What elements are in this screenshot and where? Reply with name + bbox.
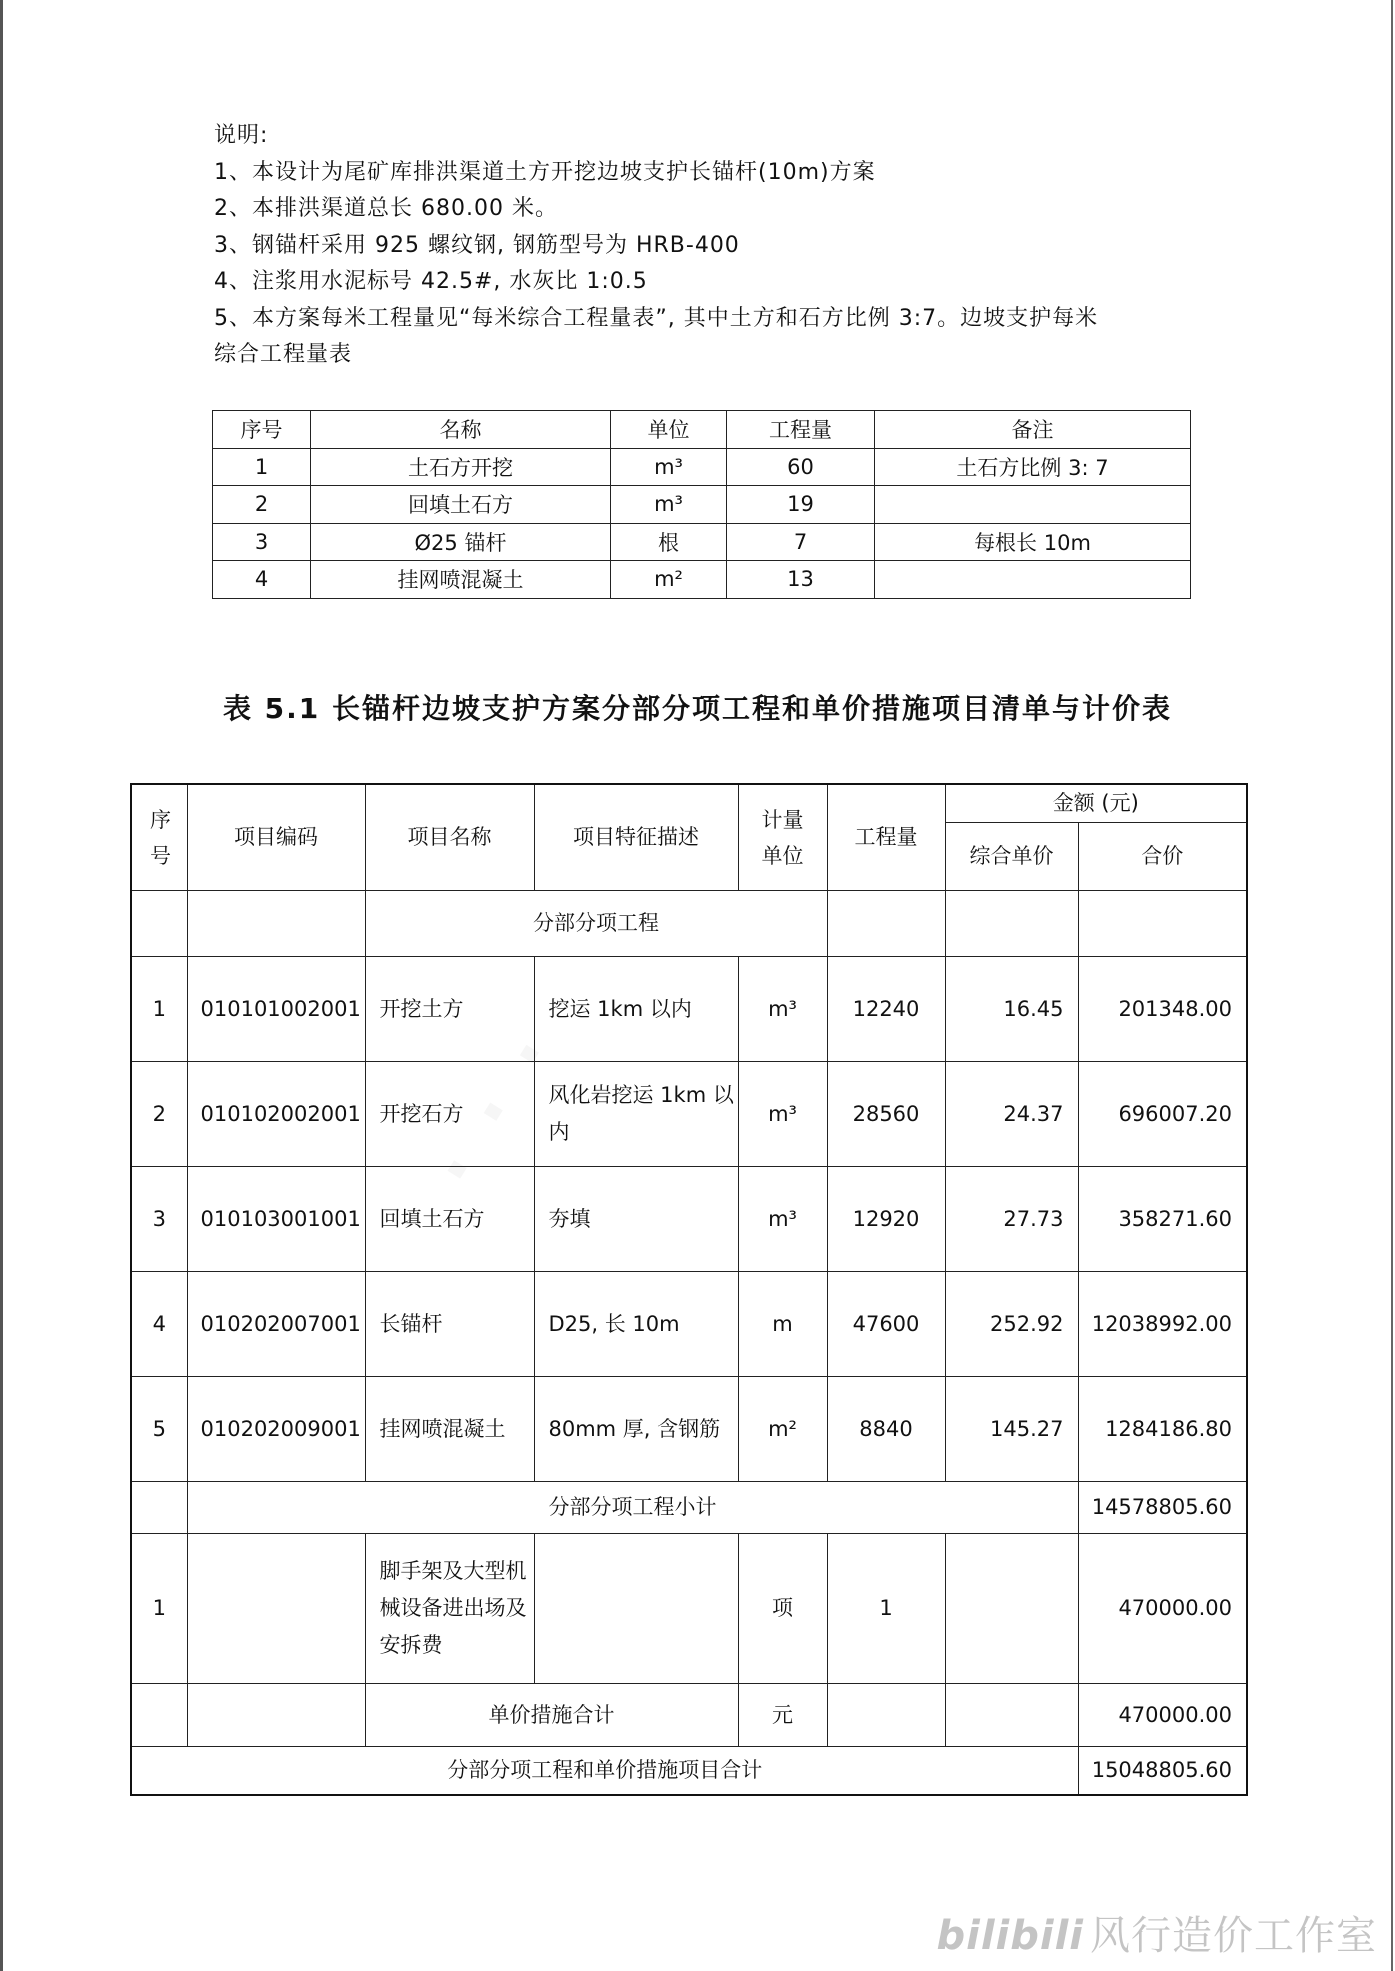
table-row xyxy=(213,523,1191,561)
notes-title: 说明: xyxy=(214,123,269,148)
table-cell: 每根长 10m xyxy=(875,523,1191,561)
table-cell: 27.73 xyxy=(945,1167,1078,1272)
note-item: 1、本设计为尾矿库排洪渠道土方开挖边坡支护长锚杆(10m)方案 xyxy=(214,159,876,185)
table-cell: 696007.20 xyxy=(1078,1062,1247,1167)
table-row xyxy=(131,1062,1247,1167)
table-cell: m³ xyxy=(611,486,727,524)
table-row xyxy=(131,957,1247,1062)
table-cell: 1284186.80 xyxy=(1078,1377,1247,1482)
table-row xyxy=(131,1167,1247,1272)
table-cell: m xyxy=(738,1272,827,1377)
table-cell: 47600 xyxy=(827,1272,945,1377)
header-cell: 备注 xyxy=(875,411,1191,449)
table-cell: 60 xyxy=(727,448,875,486)
page-edge-left xyxy=(0,0,3,1971)
table-cell: 1 xyxy=(213,448,311,486)
table-cell: D25, 长 10m xyxy=(534,1272,738,1377)
table-cell: 2 xyxy=(213,486,311,524)
pricing-table-caption: 表 5.1 长锚杆边坡支护方案分部分项工程和单价措施项目清单与计价表 xyxy=(222,692,1173,725)
table-cell xyxy=(187,1534,365,1684)
table-cell: 1 xyxy=(827,1534,945,1684)
table-cell: 16.45 xyxy=(945,957,1078,1062)
quantity-table-header xyxy=(213,411,1191,449)
table-cell: 土石方比例 3: 7 xyxy=(875,448,1191,486)
table-cell: 12038992.00 xyxy=(1078,1272,1247,1377)
table-row xyxy=(213,561,1191,599)
table-cell: m² xyxy=(611,561,727,599)
table-cell: 挂网喷混凝土 xyxy=(311,561,611,599)
quantity-table xyxy=(212,410,1191,599)
table-cell: 19 xyxy=(727,486,875,524)
header-code: 项目编码 xyxy=(187,784,365,891)
header-amount: 金额 (元) xyxy=(945,784,1247,823)
table-cell: 挂网喷混凝土 xyxy=(365,1377,534,1482)
table-cell: 1 xyxy=(131,957,187,1062)
table-cell: 12920 xyxy=(827,1167,945,1272)
table-cell: 根 xyxy=(611,523,727,561)
table-cell: 3 xyxy=(131,1167,187,1272)
header-unit-price: 综合单价 xyxy=(945,823,1078,891)
table-cell: 4 xyxy=(131,1272,187,1377)
table-cell: 1 xyxy=(131,1534,187,1684)
table-cell: 358271.60 xyxy=(1078,1167,1247,1272)
note-item: 2、本排洪渠道总长 680.00 米。 xyxy=(214,196,558,221)
table-cell: 24.37 xyxy=(945,1062,1078,1167)
measure-total-value: 470000.00 xyxy=(1078,1684,1247,1747)
table-cell: 13 xyxy=(727,561,875,599)
table-row xyxy=(213,448,1191,486)
table-cell: 010202007001 xyxy=(187,1272,365,1377)
table-cell: 长锚杆 xyxy=(365,1272,534,1377)
subtotal-value: 14578805.60 xyxy=(1078,1482,1247,1534)
table-cell: 风化岩挖运 1km 以内 xyxy=(534,1062,738,1167)
grand-total-row xyxy=(131,1747,1247,1795)
table-cell: 7 xyxy=(727,523,875,561)
table-cell: 回填土石方 xyxy=(311,486,611,524)
table-cell: 土石方开挖 xyxy=(311,448,611,486)
note-item: 5、本方案每米工程量见“每米综合工程量表”, 其中土方和石方比例 3:7。边坡支护每米 xyxy=(214,305,1099,331)
table-cell: 脚手架及大型机械设备进出场及安拆费 xyxy=(365,1534,534,1684)
table-cell: m³ xyxy=(738,1062,827,1167)
header-name: 项目名称 xyxy=(365,784,534,891)
table-cell: 回填土石方 xyxy=(365,1167,534,1272)
subtotal-label: 分部分项工程小计 xyxy=(187,1482,1078,1534)
header-cell: 序号 xyxy=(213,411,311,449)
grand-total-label: 分部分项工程和单价措施项目合计 xyxy=(131,1747,1078,1795)
table-cell: 010101002001 xyxy=(187,957,365,1062)
header-total: 合价 xyxy=(1078,823,1247,891)
footer-text: 风行造价工作室 xyxy=(1090,1913,1377,1959)
table-cell: 12240 xyxy=(827,957,945,1062)
header-seq: 序号 xyxy=(131,784,187,891)
section-title: 分部分项工程 xyxy=(365,891,827,957)
note-item: 4、注浆用水泥标号 42.5#, 水灰比 1:0.5 xyxy=(214,269,648,294)
table-cell: m³ xyxy=(611,448,727,486)
table-cell: 145.27 xyxy=(945,1377,1078,1482)
table-cell xyxy=(534,1534,738,1684)
table-cell: 010103001001 xyxy=(187,1167,365,1272)
note-item: 综合工程量表 xyxy=(214,342,353,367)
measure-total-row xyxy=(131,1684,1247,1747)
table-cell: m³ xyxy=(738,1167,827,1272)
footer-watermark xyxy=(936,1904,1377,1961)
grand-total-value: 15048805.60 xyxy=(1078,1747,1247,1795)
table-cell xyxy=(945,1534,1078,1684)
table-cell: m³ xyxy=(738,957,827,1062)
table-cell: 470000.00 xyxy=(1078,1534,1247,1684)
page-edge-right xyxy=(1391,0,1393,1971)
table-cell xyxy=(875,561,1191,599)
table-cell: 3 xyxy=(213,523,311,561)
table-cell: 开挖土方 xyxy=(365,957,534,1062)
table-row xyxy=(131,1377,1247,1482)
table-cell: 28560 xyxy=(827,1062,945,1167)
table-cell: 2 xyxy=(131,1062,187,1167)
table-cell: 8840 xyxy=(827,1377,945,1482)
table-cell: m² xyxy=(738,1377,827,1482)
header-unit: 计量单位 xyxy=(738,784,827,891)
table-cell: 010202009001 xyxy=(187,1377,365,1482)
section-row xyxy=(131,891,1247,957)
header-desc: 项目特征描述 xyxy=(534,784,738,891)
table-cell: 5 xyxy=(131,1377,187,1482)
pricing-table xyxy=(130,783,1248,1796)
table-row xyxy=(131,1272,1247,1377)
notes-section xyxy=(214,118,1214,374)
table-row xyxy=(213,486,1191,524)
table-cell: 80mm 厚, 含钢筋 xyxy=(534,1377,738,1482)
header-cell: 工程量 xyxy=(727,411,875,449)
table-cell: 4 xyxy=(213,561,311,599)
table-cell: 252.92 xyxy=(945,1272,1078,1377)
table-cell xyxy=(875,486,1191,524)
table-cell: Ø25 锚杆 xyxy=(311,523,611,561)
measure-row xyxy=(131,1534,1247,1684)
table-cell: 挖运 1km 以内 xyxy=(534,957,738,1062)
subtotal-row xyxy=(131,1482,1247,1534)
header-cell: 单位 xyxy=(611,411,727,449)
pricing-header-row xyxy=(131,784,1247,823)
table-cell: 010102002001 xyxy=(187,1062,365,1167)
table-cell: 开挖石方 xyxy=(365,1062,534,1167)
header-qty: 工程量 xyxy=(827,784,945,891)
table-cell: 201348.00 xyxy=(1078,957,1247,1062)
bilibili-logo-icon: bilibili xyxy=(936,1913,1084,1959)
header-cell: 名称 xyxy=(311,411,611,449)
note-item: 3、钢锚杆采用 925 螺纹钢, 钢筋型号为 HRB-400 xyxy=(214,232,740,258)
table-cell: 夯填 xyxy=(534,1167,738,1272)
table-cell: 项 xyxy=(738,1534,827,1684)
measure-total-unit: 元 xyxy=(738,1684,827,1747)
measure-total-label: 单价措施合计 xyxy=(365,1684,738,1747)
